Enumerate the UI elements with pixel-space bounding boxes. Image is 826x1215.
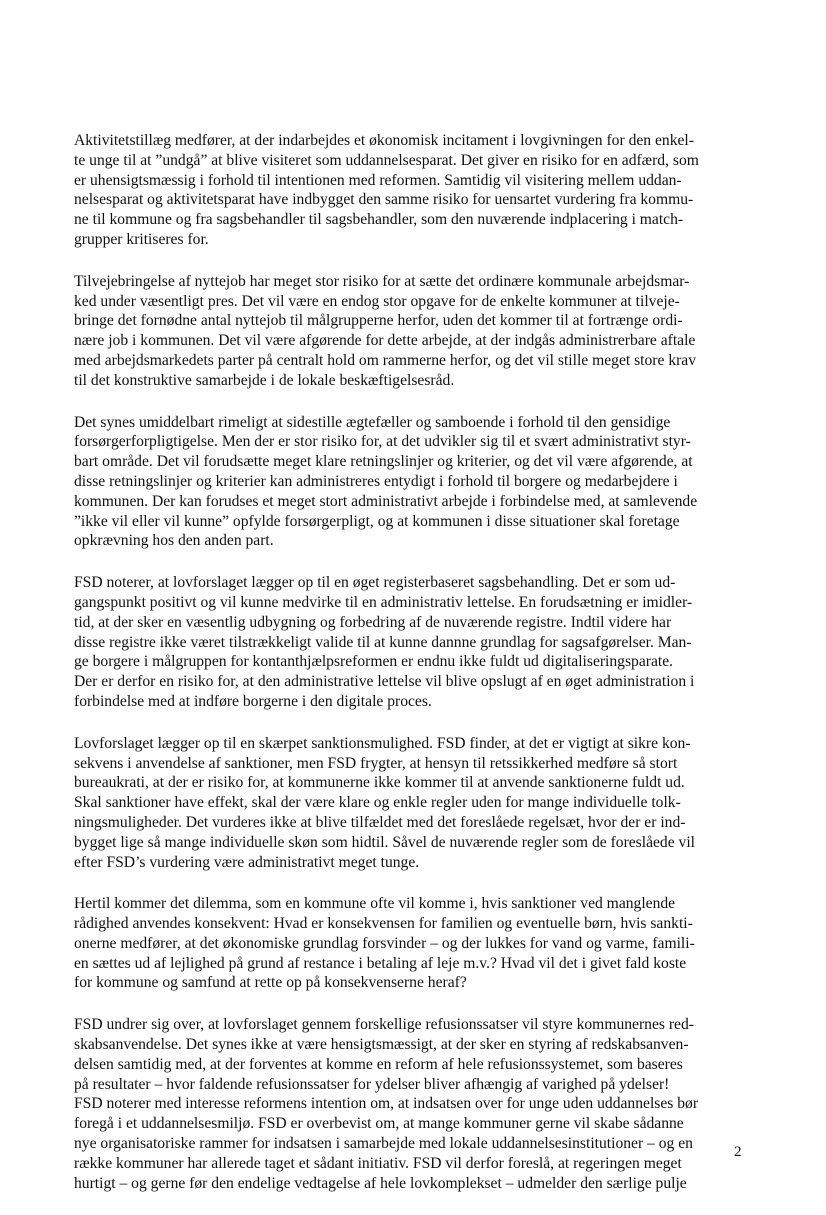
text-line: skabsanvendelse. Det synes ikke at være hensigtsmæssigt, at der sker en styring af redskabsanven- [74, 1036, 689, 1054]
text-line: ningsmuligheder. Det vurderes ikke at blive tilfældet med det foreslåede regelsæt, hvor der er ind- [74, 813, 686, 831]
text-line: med arbejdsmarkedets parter på centralt hold om rammerne herfor, og det vil stille meget store krav [74, 351, 697, 369]
text-line: ked under væsentligt pres. Det vil være en endog stor opgave for de enkelte kommuner at tilveje- [74, 292, 680, 310]
text-line: Hertil kommer det dilemma, som en kommune ofte vil komme i, hvis sanktioner ved manglende [74, 895, 676, 913]
text-line: Skal sanktioner have effekt, skal der være klare og enkle regler uden for mange individuelle tolk- [74, 794, 681, 812]
text-line: en sættes ud af lejlighed på grund af restance i betaling af leje m.v.? Hvad vil det i givet fald koste [74, 954, 687, 972]
text-line: til det konstruktive samarbejde i de lokale beskæftigelsesråd. [74, 371, 455, 389]
text-line: række kommuner har allerede taget et sådant initiativ. FSD vil derfor foreslå, at regeringen meget [74, 1154, 682, 1172]
text-line: nelsesparat og aktivitetsparat have indbygget den samme risiko for uensartet vurdering fra kommu- [74, 191, 694, 209]
text-line: tid, at der sker en væsentlig udbygning og forbedring af de nuværende registre. Indtil videre har [74, 613, 672, 631]
text-line: FSD noterer med interesse reformens intention om, at indsatsen over for unge uden uddannelses bør [74, 1095, 699, 1113]
text-line: Lovforslaget lægger op til en skærpet sanktionsmulighed. FSD finder, at det er vigtigt at sikre kon- [74, 734, 691, 752]
text-line: Der er derfor en risiko for, at den administrative lettelse vil blive opslugt af en øget administration i [74, 673, 695, 691]
text-line: rådighed anvendes konsekvent: Hvad er konsekvensen for familien og eventuelle børn, hvis sankti- [74, 915, 693, 933]
text-line: foregå i et uddannelsesmiljø. FSD er overbevist om, at mange kommuner gerne vil skabe sådanne [74, 1115, 684, 1133]
text-line: bygget lige så mange individuelle skøn som hidtil. Såvel de nuværende regler som de foreslåede vil [74, 833, 696, 851]
paragraph-sanction-dilemma [74, 894, 746, 993]
text-line: nye organisatoriske rammer for indsatsen i samarbejde med lokale uddannelsesinstitutioner – og en [74, 1135, 693, 1153]
text-line: gangspunkt positivt og vil kunne medvirke til en administrativ lettelse. En forudsætning er imidler- [74, 593, 693, 611]
text-line: opkrævning hos den anden part. [74, 532, 274, 550]
text-line: kommunen. Der kan forudses et meget stort administrativt arbejde i forbindelse med, at samlevende [74, 492, 698, 510]
text-line: på resultater – hvor faldende refusionssatser for ydelser bliver afhængig af varighed på ydelser! [74, 1075, 670, 1093]
text-line: disse registre ikke været tilstrækkeligt valide til at kunne dannne grundlag for sagsafgørelser. Man- [74, 633, 692, 651]
text-line: grupper kritiseres for. [74, 230, 209, 248]
text-line: FSD undrer sig over, at lovforslaget gennem forskellige refusionssatser vil styre kommunernes red- [74, 1016, 694, 1034]
paragraph-refund-rates [74, 1015, 746, 1193]
text-line: hurtigt – og gerne før den endelige vedtagelse af hele lovkomplekset – udmelder den særlige pulje [74, 1174, 687, 1192]
text-line: bringe det fornødne antal nyttejob til målgrupperne herfor, uden det kommer til at fortrænge ordi- [74, 312, 683, 330]
text-line: Tilvejebringelse af nyttejob har meget stor risiko for at sætte det ordinære kommunale arbejdsmar- [74, 272, 690, 290]
text-line: nære job i kommunen. Det vil være afgørende for dette arbejde, at der indgås administrerbare aftale [74, 332, 696, 350]
page-number: 2 [734, 1144, 742, 1160]
text-line: sekvens i anvendelse af sanktioner, men FSD frygter, at hensyn til retssikkerhed medføre så stort [74, 754, 678, 772]
document-body [74, 131, 746, 1215]
text-line: delsen samtidig med, at der forventes at komme en reform af hele refusionssystemet, som baseres [74, 1055, 683, 1073]
paragraph-activity-supplement [74, 131, 746, 250]
paragraph-spouses-cohabitants [74, 413, 746, 552]
text-line: onerne medfører, at det økonomiske grundlag forsvinder – og der lukkes for vand og varme, famili- [74, 934, 695, 952]
text-line: er uhensigtsmæssig i forhold til intentionen med reformen. Samtidig vil visitering mellem uddan- [74, 171, 682, 189]
text-line: efter FSD’s vurdering være administrativt meget tunge. [74, 853, 420, 871]
paragraph-register-based-processing [74, 573, 746, 712]
text-line: ne til kommune og fra sagsbehandler til sagsbehandler, som den nuværende indplacering i match- [74, 211, 684, 229]
text-line: ”ikke vil eller vil kunne” opfylde forsørgerpligt, og at kommunen i disse situationer skal foretage [74, 512, 680, 530]
text-line: forbindelse med at indføre borgerne i den digitale proces. [74, 692, 432, 710]
text-line: bart område. Det vil forudsætte meget klare retningslinjer og kriterier, og det vil være afgørende, at [74, 453, 693, 471]
text-line: for kommune og samfund at rette op på konsekvenserne heraf? [74, 974, 467, 992]
text-line: disse retningslinjer og kriterier kan administreres entydigt i forhold til borgere og medarbejdere i [74, 472, 678, 490]
text-line: ge borgere i målgruppen for kontanthjælpsreformen er endnu ikke fuldt ud digitaliseringsparate. [74, 653, 674, 671]
text-line: Det synes umiddelbart rimeligt at sidestille ægtefæller og samboende i forhold til den gensidige [74, 413, 671, 431]
text-line: bureaukrati, at der er risiko for, at kommunerne ikke kommer til at anvende sanktionerne fuldt ud. [74, 774, 685, 792]
text-line: FSD noterer, at lovforslaget lægger op til en øget registerbaseret sagsbehandling. Det er som ud- [74, 574, 676, 592]
text-line: te unge til at ”undgå” at blive visiteret som uddannelsesparat. Det giver en risiko for en adfærd, som [74, 151, 699, 169]
text-line: forsørgerforpligtigelse. Men der er stor risiko for, at det udvikler sig til et svært administrativt styr- [74, 433, 691, 451]
text-line: Aktivitetstillæg medfører, at der indarbejdes et økonomisk incitament i lovgivningen for den enkel- [74, 132, 694, 149]
paragraph-sanctions [74, 734, 746, 873]
paragraph-utility-jobs [74, 272, 746, 391]
